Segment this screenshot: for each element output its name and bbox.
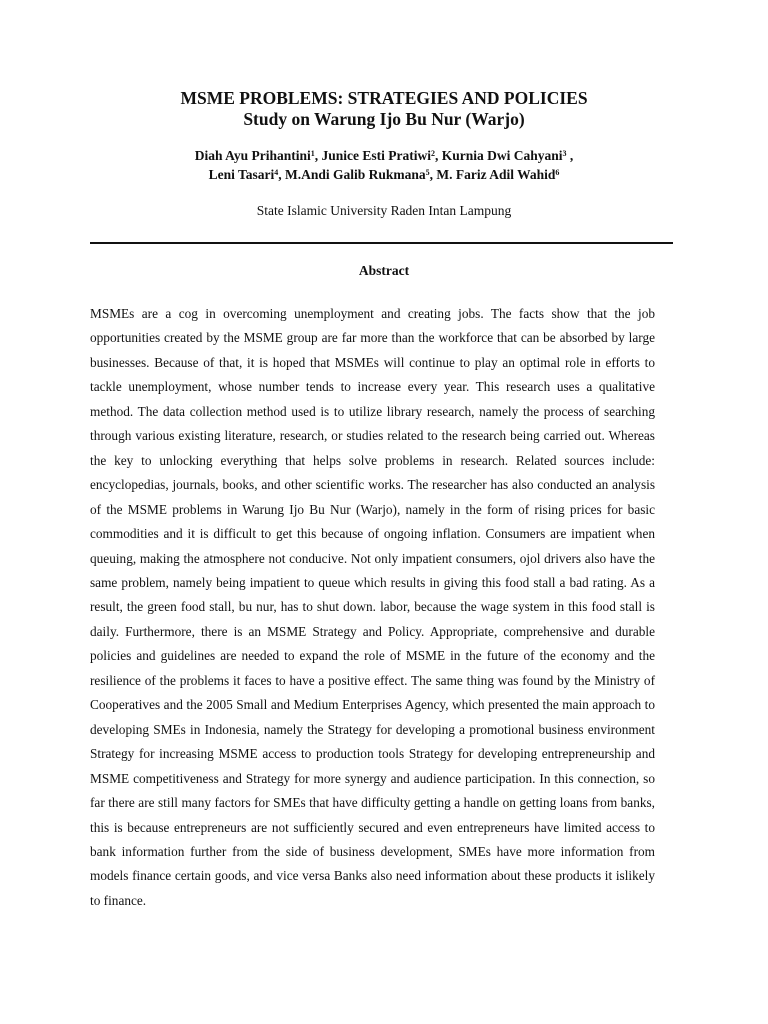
title-line-subtitle: Study on Warung Ijo Bu Nur (Warjo)	[243, 109, 525, 129]
author-name: M.Andi Galib Rukmana	[284, 167, 426, 182]
author-name: M. Fariz Adil Wahid	[436, 167, 556, 182]
author-separator: ,	[278, 167, 285, 182]
author-affiliation-mark: 2	[431, 149, 435, 158]
author-line-1	[0, 146, 768, 165]
author-affiliation-mark: 6	[555, 168, 560, 177]
paper-title	[0, 88, 768, 130]
author-affiliation-mark: 3	[562, 149, 567, 158]
author-affiliation-mark: 4	[274, 168, 279, 177]
author-name: Leni Tasari	[208, 167, 275, 182]
author-affiliation: State Islamic University Raden Intan Lampung	[256, 203, 512, 218]
author-separator: ,	[314, 148, 322, 163]
author-separator: ,	[429, 167, 437, 182]
author-list	[0, 146, 768, 184]
title-line-main: MSME PROBLEMS: STRATEGIES AND POLICIES	[180, 88, 588, 108]
abstract-body: MSMEs are a cog in overcoming unemployment and creating jobs. The facts show that the job opportunities created by the MSME group are far more than the workforce that can be absorbed by large businesses. Because of that, it is hoped that MSMEs will continue to play an optimal role in efforts to tackle unemployment, whose number tends to increase every year. This research uses a qualitative method. The data collection method used is to utilize library research, namely the process of searching through various existing literature, research, or studies related to the research being carried out. Whereas the key to unlocking everything that helps solve problems in research. Related sources include: encyclopedias, journals, books, and other scientific works. The researcher has also conducted an analysis of the MSME problems in Warung Ijo Bu Nur (Warjo), namely in the form of rising prices for basic commodities and it is difficult to get this because of ongoing inflation. Consumers are impatient when queuing, making the atmosphere not conducive. Not only impatient consumers, ojol drivers also have the same problem, namely being impatient to queue which results in giving this food stall a bad rating. As a result, the green food stall, bu nur, has to shut down. labor, because the wage system in this food stall is daily. Furthermore, there is an MSME Strategy and Policy. Appropriate, comprehensive and durable policies and guidelines are needed to expand the role of MSME in the future of the economy and the resilience of the problems it faces to have a positive effect. The same thing was found by the Ministry of Cooperatives and the 2005 Small and Medium Enterprises Agency, which presented the main approach to developing SMEs in Indonesia, namely the Strategy for developing a promotional business environment Strategy for increasing MSME access to production tools Strategy for developing entrepreneurship and MSME competitiveness and Strategy for more synergy and audience participation. In this connection, so far there are still many factors for SMEs that have difficulty getting a handle on getting loans from banks, this is because entrepreneurs are not sufficiently secured and even entrepreneurs have limited access to bank information further from the side of business development, SMEs have more information from models finance certain goods, and vice versa Banks also need information about these products it islikely to finance.	[90, 306, 655, 908]
author-name: Diah Ayu Prihantini	[194, 148, 311, 163]
author-line-2	[0, 165, 768, 184]
header-divider	[90, 242, 673, 244]
author-affiliation-mark: 5	[425, 168, 430, 177]
author-name: Kurnia Dwi Cahyani	[441, 148, 563, 163]
author-affiliation-mark: 1	[310, 149, 315, 158]
author-separator: ,	[435, 148, 442, 163]
abstract-heading: Abstract	[358, 263, 410, 278]
author-name: Junice Esti Pratiwi	[321, 148, 431, 163]
author-separator: ,	[566, 148, 574, 163]
